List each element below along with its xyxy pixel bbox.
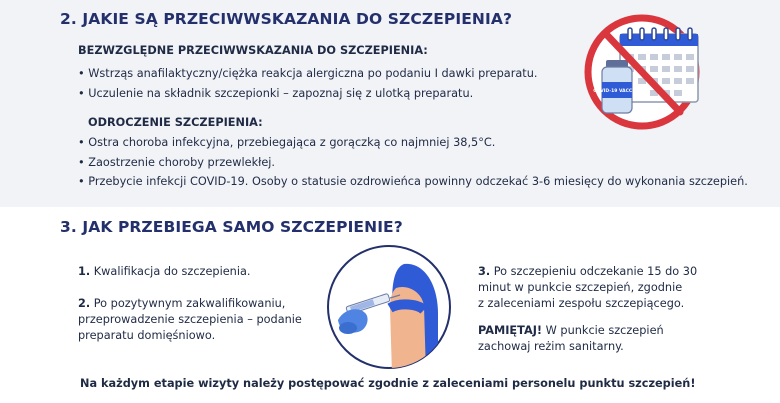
postpone-heading: ODROCZENIE SZCZEPIENIA:	[88, 116, 263, 129]
step-number: 2.	[78, 297, 91, 310]
section2-title: 2. JAKIE SĄ PRZECIWWSKAZANIA DO SZCZEPIENIA?	[60, 10, 513, 28]
step-2	[78, 296, 318, 344]
list-item: • Ostra choroba infekcyjna, przebiegająca z gorączką co najmniej 38,5°C.	[78, 136, 496, 149]
step-number: 1.	[78, 265, 91, 278]
step-text: z zaleceniami zespołu szczepiącego.	[478, 297, 685, 310]
step-3	[478, 264, 718, 312]
step-text: Po szczepieniu odczekanie 15 do 30	[490, 265, 698, 278]
remember-text: W punkcie szczepień	[542, 324, 664, 337]
step-text: przeprowadzenie szczepienia – podanie	[78, 313, 302, 326]
step-1	[78, 264, 251, 280]
list-item: • Zaostrzenie choroby przewlekłej.	[78, 156, 276, 169]
list-item: • Przebycie infekcji COVID-19. Osoby o statusie ozdrowieńca powinny odczekać 3-6 miesięcy do wykonania szczepień.	[78, 175, 748, 188]
step-text: preparatu domięśniowo.	[78, 329, 216, 342]
step-text: minut w punkcie szczepień, zgodnie	[478, 281, 683, 294]
section3-title: 3. JAK PRZEBIEGA SAMO SZCZEPIENIE?	[60, 218, 403, 236]
absolute-contraindications-heading: BEZWZGLĘDNE PRZECIWWSKAZANIA DO SZCZEPIENIA:	[78, 44, 428, 57]
step-number: 3.	[478, 265, 491, 278]
step-text: Kwalifikacja do szczepienia.	[90, 265, 251, 278]
remember-note	[478, 323, 718, 355]
remember-text: zachowaj reżim sanitarny.	[478, 340, 624, 353]
step-text: Po pozytywnym zakwalifikowaniu,	[90, 297, 286, 310]
footer-note: Na każdym etapie wizyty należy postępować zgodnie z zaleceniami personelu punktu szczepień!	[80, 377, 696, 390]
injection-illustration	[326, 244, 452, 370]
remember-label: PAMIĘTAJ!	[478, 324, 543, 337]
vial-label: COVID-19 VACCINE	[593, 89, 641, 94]
list-item: • Wstrząs anafilaktyczny/ciężka reakcja alergiczna po podaniu I dawki preparatu.	[78, 67, 538, 80]
list-item: • Uczulenie na składnik szczepionki – zapoznaj się z ulotką preparatu.	[78, 87, 474, 100]
no-vaccine-calendar-icon	[580, 12, 730, 132]
